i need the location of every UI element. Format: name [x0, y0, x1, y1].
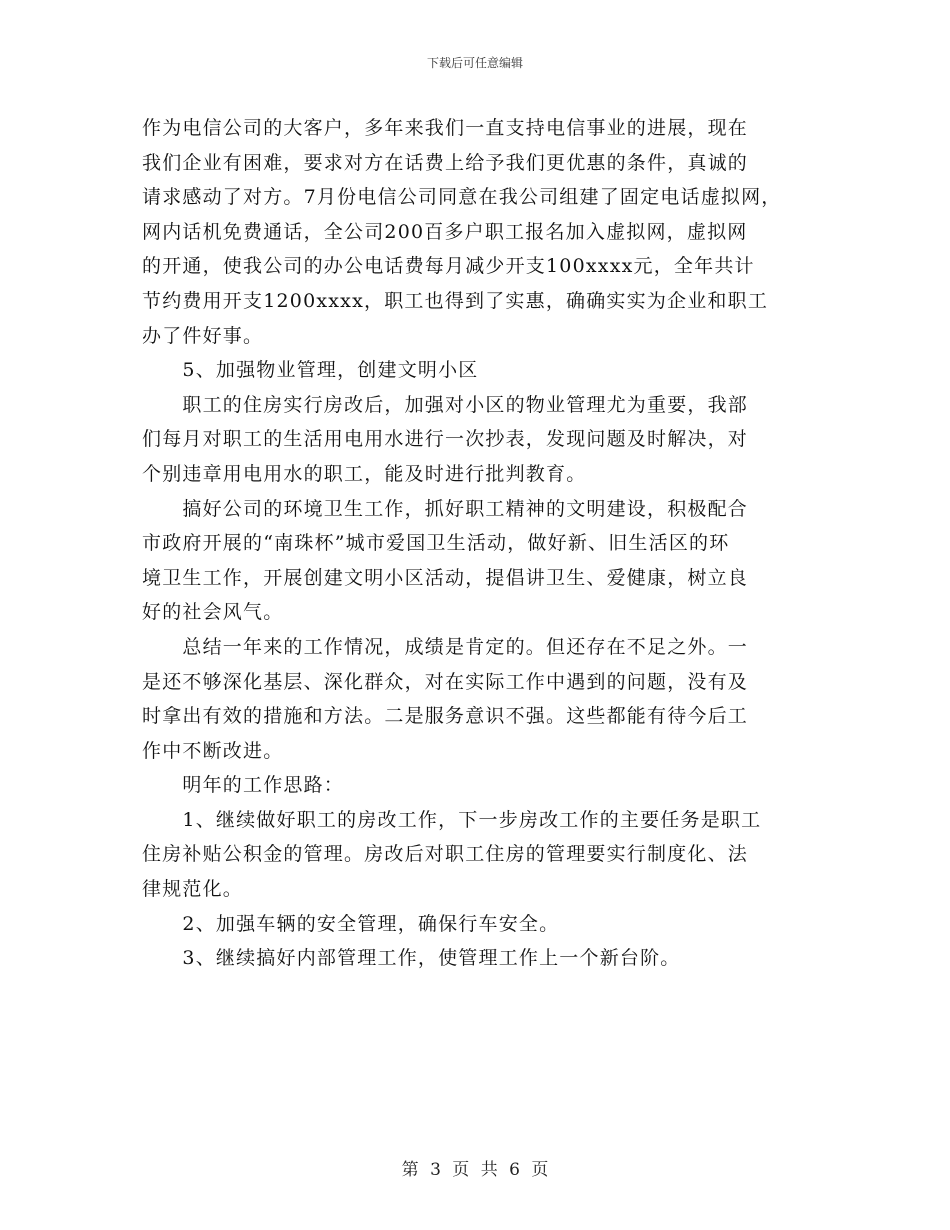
- text-line: 时拿出有效的措施和方法。二是服务意识不强。这些都能有待今后工: [142, 705, 749, 728]
- text-line: 好的社会风气。: [142, 601, 284, 624]
- text-line: 总结一年来的工作情况，成绩是肯定的。但还存在不足之外。一: [142, 635, 749, 658]
- text-line: 2、加强车辆的安全管理，确保行车安全。: [142, 912, 560, 935]
- text-line: 1、继续做好职工的房改工作，下一步房改工作的主要任务是职工: [142, 808, 762, 831]
- section-heading: 明年的工作思路：: [142, 774, 345, 797]
- text-line: 3、继续搞好内部管理工作，使管理工作上一个新台阶。: [142, 947, 681, 970]
- text-line: 办了件好事。: [142, 324, 264, 347]
- text-line: 的开通，使我公司的办公电话费每月减少开支100xxxx元，全年共计: [142, 255, 755, 278]
- text-line: 请求感动了对方。7月份电信公司同意在我公司组建了固定电话虚拟网，: [142, 186, 782, 209]
- text-line: 是还不够深化基层、深化群众，对在实际工作中遇到的问题，没有及: [142, 670, 749, 693]
- text-line: 市政府开展的“南珠杯”城市爱国卫生活动，做好新、旧生活区的环: [142, 532, 730, 555]
- text-line: 作为电信公司的大客户，多年来我们一直支持电信事业的进展，现在: [142, 117, 749, 139]
- text-line: 律规范化。: [142, 878, 244, 901]
- text-line: 搞好公司的环境卫生工作，抓好职工精神的文明建设，积极配合: [142, 497, 749, 520]
- document-body: [142, 111, 822, 976]
- text-line: 我们企业有困难，要求对方在话费上给予我们更优惠的条件，真诚的: [142, 151, 749, 174]
- text-line: 个别违章用电用水的职工，能及时进行批判教育。: [142, 462, 587, 485]
- section-heading: 5、加强物业管理，创建文明小区: [142, 359, 479, 382]
- text-line: 作中不断改进。: [142, 739, 284, 762]
- page-header: 下载后可任意编辑: [426, 56, 523, 70]
- text-line: 职工的住房实行房改后，加强对小区的物业管理尤为重要，我部: [142, 393, 749, 416]
- page-footer: 第 3 页 共 6 页: [401, 1160, 549, 1180]
- text-line: 节约费用开支1200xxxx，职工也得到了实惠，确确实实为企业和职工: [142, 289, 769, 312]
- text-line: 境卫生工作，开展创建文明小区活动，提倡讲卫生、爱健康，树立良: [142, 566, 749, 589]
- text-line: 们每月对职工的生活用电用水进行一次抄表，发现问题及时解决，对: [142, 428, 749, 451]
- text-line: 网内话机免费通话，全公司200百多户职工报名加入虚拟网，虚拟网: [142, 220, 748, 243]
- text-line: 住房补贴公积金的管理。房改后对职工住房的管理要实行制度化、法: [142, 843, 749, 866]
